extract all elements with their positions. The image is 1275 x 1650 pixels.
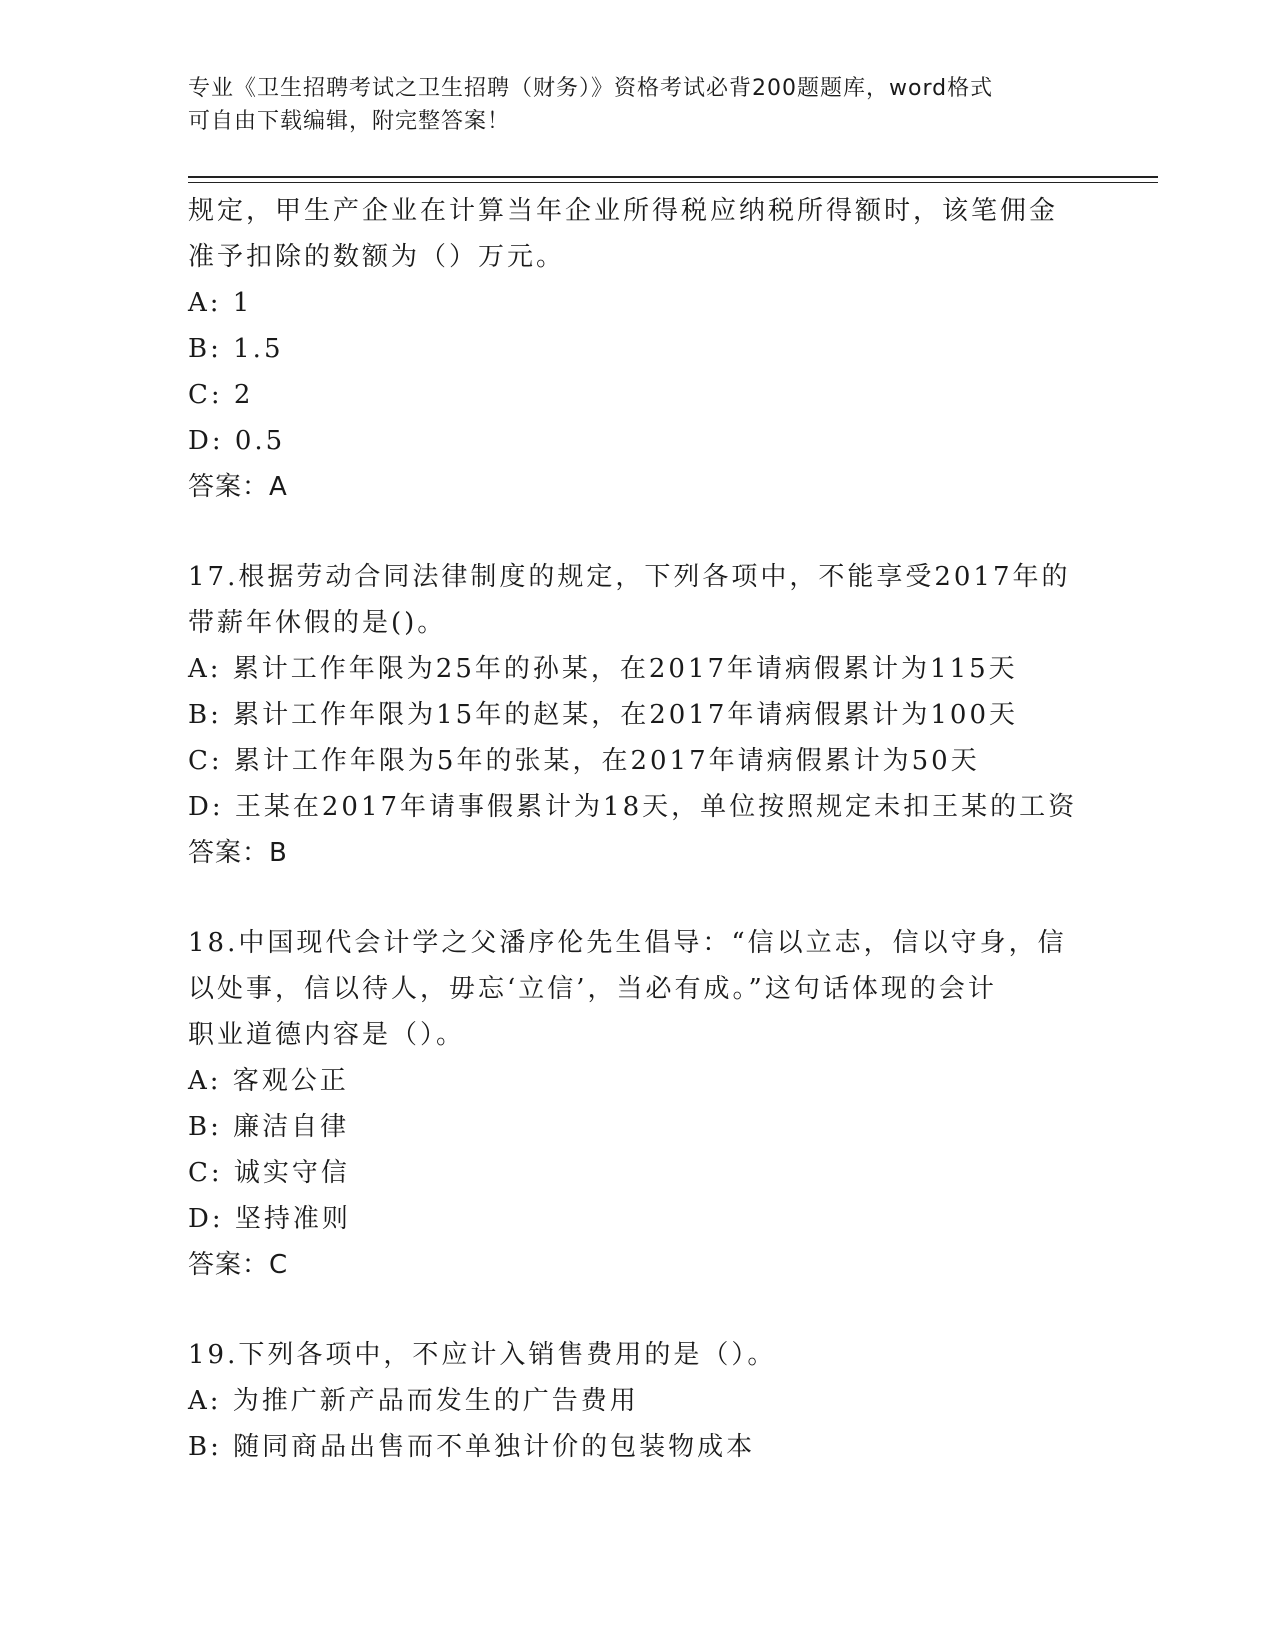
option-a: A: 累计工作年限为25年的孙某，在2017年请病假累计为115天	[188, 654, 1018, 684]
question-16	[188, 188, 1088, 510]
question-stem: 以处事，信以待人，毋忘‘立信’，当必有成。”这句话体现的会计	[188, 974, 997, 1004]
option-d: D: 0.5	[188, 426, 286, 456]
answer-line: 答案：B	[188, 838, 288, 868]
question-18	[188, 920, 1088, 1288]
answer-line: 答案：C	[188, 1250, 289, 1280]
spacer	[188, 510, 1088, 554]
option-a: A: 为推广新产品而发生的广告费用	[188, 1386, 639, 1416]
question-17	[188, 554, 1088, 876]
option-d: D: 坚持准则	[188, 1204, 351, 1234]
question-19	[188, 1332, 1088, 1470]
option-b: B: 廉洁自律	[188, 1112, 350, 1142]
header-line-1: 专业《卫生招聘考试之卫生招聘（财务）》资格考试必背200题题库，word格式	[188, 76, 994, 101]
question-stem: 19.下列各项中，不应计入销售费用的是（）。	[188, 1340, 777, 1370]
question-stem: 18.中国现代会计学之父潘序伦先生倡导：“信以立志，信以守身，信	[188, 928, 1067, 958]
question-stem: 职业道德内容是（）。	[188, 1020, 466, 1050]
option-a: A: 客观公正	[188, 1066, 349, 1096]
option-a: A: 1	[188, 288, 253, 318]
option-b: B: 累计工作年限为15年的赵某，在2017年请病假累计为100天	[188, 700, 1019, 730]
spacer	[188, 876, 1088, 920]
spacer	[188, 1288, 1088, 1332]
option-b: B: 1.5	[188, 334, 284, 364]
question-stem: 规定，甲生产企业在计算当年企业所得税应纳税所得额时，该笔佣金	[188, 196, 1059, 226]
option-d: D: 王某在2017年请事假累计为18天，单位按照规定未扣王某的工资	[188, 792, 1078, 822]
option-c: C: 2	[188, 380, 254, 410]
question-stem: 准予扣除的数额为（）万元。	[188, 242, 566, 272]
question-stem: 17.根据劳动合同法律制度的规定，下列各项中，不能享受2017年的	[188, 562, 1071, 592]
header-line-2: 可自由下载编辑，附完整答案！	[188, 109, 511, 134]
option-b: B: 随同商品出售而不单独计价的包装物成本	[188, 1432, 756, 1462]
option-c: C: 累计工作年限为5年的张某，在2017年请病假累计为50天	[188, 746, 980, 776]
question-stem: 带薪年休假的是()。	[188, 608, 447, 638]
document-header	[188, 72, 1088, 138]
header-rule-thick	[188, 176, 1158, 178]
option-c: C: 诚实守信	[188, 1158, 350, 1188]
question-content	[188, 188, 1088, 1470]
header-rule-thin	[188, 182, 1158, 183]
answer-line: 答案：A	[188, 472, 288, 502]
